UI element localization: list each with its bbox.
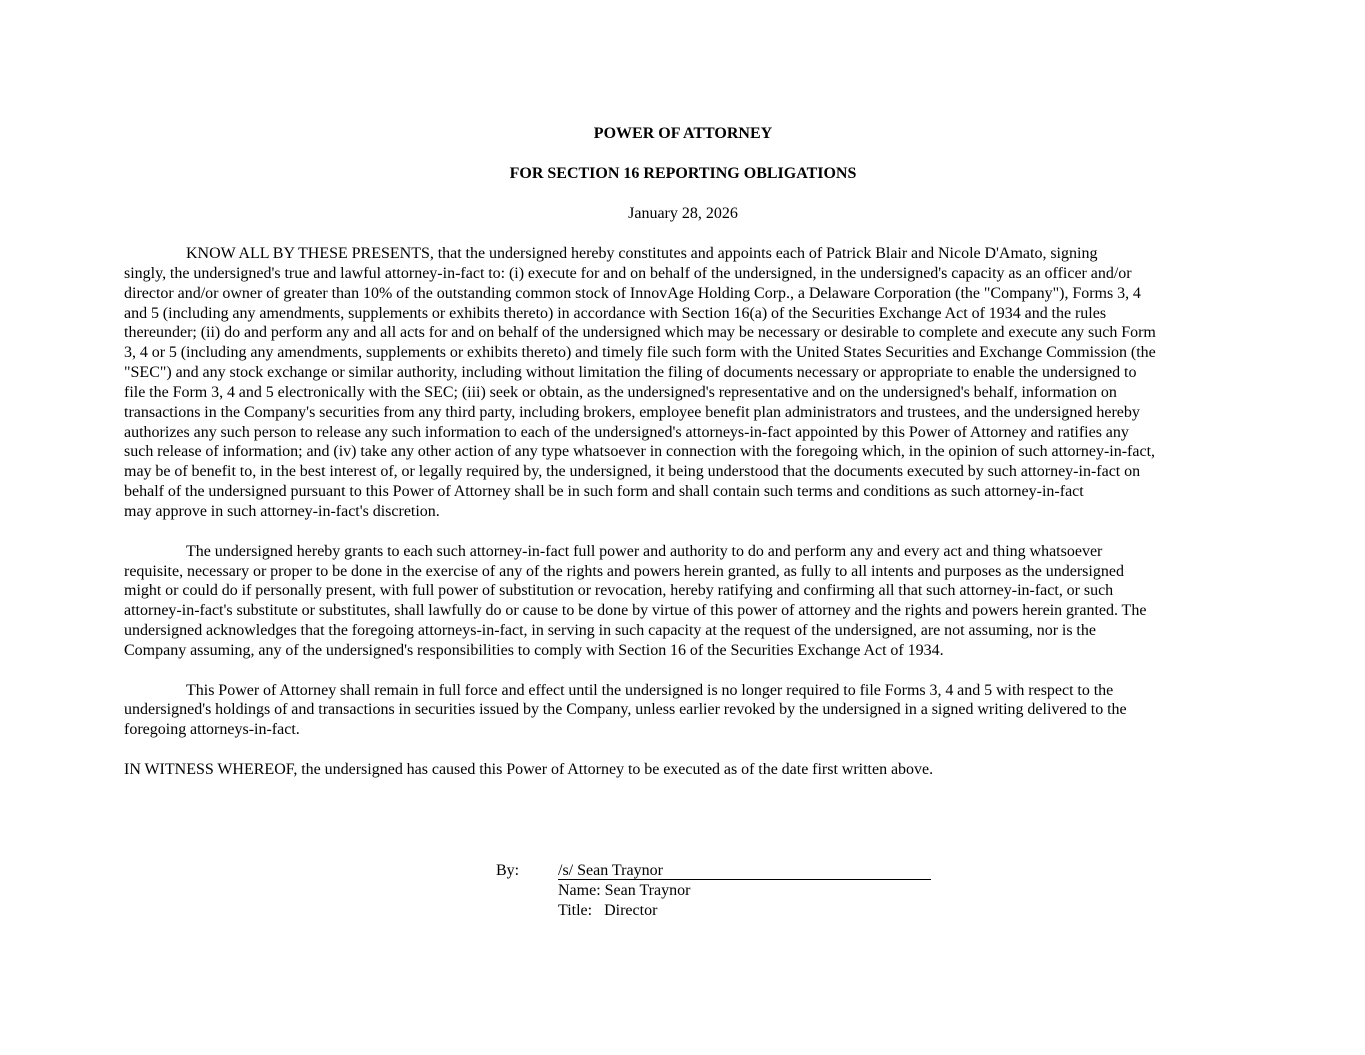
signature-line bbox=[558, 861, 931, 880]
name-label: Name: bbox=[558, 882, 601, 899]
paragraph-line: may approve in such attorney-in-fact's discretion. bbox=[124, 502, 440, 520]
paragraph-grant-of-authority bbox=[124, 542, 1242, 661]
paragraph-line: thereunder; (ii) do and perform any and all acts for and on behalf of the undersigned which may be necessary or desirable to complete and execute any such Form bbox=[124, 324, 1156, 342]
paragraph-line: singly, the undersigned's true and lawful attorney-in-fact to: (i) execute for and on behalf of the undersigned, in the undersigned's capacity as an officer and/or bbox=[124, 264, 1132, 282]
paragraph-line: foregoing attorneys-in-fact. bbox=[124, 721, 300, 739]
paragraph-line: such release of information; and (iv) take any other action of any type whatsoever in connection with the foregoing which, in the opinion of such attorney-in-fact, bbox=[124, 443, 1156, 461]
paragraph-line: director and/or owner of greater than 10% of the outstanding common stock of InnovAge Holding Corp., a Delaware Corporation (the "Company"), Forms 3, 4 bbox=[124, 284, 1141, 302]
paragraph-line: might or could do if personally present, with full power of substitution or revocation, hereby ratifying and confirming all that such attorney-in-fact, or such bbox=[124, 582, 1114, 600]
signature-value: /s/ Sean Traynor bbox=[558, 862, 663, 879]
paragraph-line: requisite, necessary or proper to be done in the exercise of any of the rights and powers herein granted, as fully to all intents and purposes as the undersigned bbox=[124, 562, 1124, 580]
paragraph-line: This Power of Attorney shall remain in full force and effect until the undersigned is no longer required to file Forms 3, 4 and 5 with respect to the bbox=[186, 681, 1114, 699]
paragraph-appointment bbox=[124, 244, 1242, 522]
title-row bbox=[496, 901, 936, 921]
paragraph-duration bbox=[124, 681, 1242, 741]
paragraph-witness bbox=[124, 760, 1242, 780]
paragraph-line: file the Form 3, 4 and 5 electronically with the SEC; (iii) seek or obtain, as the undersigned's representative and on the undersigned's behalf, information on bbox=[124, 383, 1117, 401]
title-label: Title: bbox=[558, 902, 593, 919]
paragraph-line: "SEC") and any stock exchange or similar authority, including without limitation the filing of documents necessary or appropriate to enable the undersigned to bbox=[124, 364, 1137, 382]
paragraph-line: KNOW ALL BY THESE PRESENTS, that the undersigned hereby constitutes and appoints each of Patrick Blair and Nicole D'Amato, signing bbox=[186, 245, 1098, 262]
document-date: January 28, 2026 bbox=[628, 205, 738, 222]
paragraph-line: behalf of the undersigned pursuant to this Power of Attorney shall be in such form and shall contain such terms and conditions as such attorney-in-fact bbox=[124, 483, 1084, 501]
name-row bbox=[496, 881, 936, 901]
paragraph-line: and 5 (including any amendments, supplements or exhibits thereto) in accordance with Section 16(a) of the Securities Exchange Act of 1934 and the rules bbox=[124, 304, 1107, 322]
paragraph-line: Company assuming, any of the undersigned's responsibilities to comply with Section 16 of the Securities Exchange Act of 1934. bbox=[124, 641, 944, 659]
paragraph-line: undersigned acknowledges that the foregoing attorneys-in-fact, in serving in such capacity at the request of the undersigned, are not assuming, nor is the bbox=[124, 622, 1096, 640]
signature-row bbox=[496, 861, 936, 881]
document-title: POWER OF ATTORNEY bbox=[593, 125, 773, 142]
signature-block bbox=[496, 861, 936, 921]
paragraph-line: 3, 4 or 5 (including any amendments, supplements or exhibits thereto) and timely file such form with the United States Securities and Exchange Commission (the bbox=[124, 344, 1156, 362]
paragraph-line: authorizes any such person to release any such information to each of the undersigned's attorneys-in-fact appointed by this Power of Attorney and ratifies any bbox=[124, 423, 1129, 441]
paragraph-line: attorney-in-fact's substitute or substitutes, shall lawfully do or cause to be done by virtue of this power of attorney and the rights and powers herein granted. The bbox=[124, 602, 1147, 620]
document-subtitle: FOR SECTION 16 REPORTING OBLIGATIONS bbox=[509, 165, 857, 182]
by-label: By: bbox=[496, 862, 520, 879]
paragraph-line: IN WITNESS WHEREOF, the undersigned has caused this Power of Attorney to be executed as of the date first written above. bbox=[124, 760, 934, 778]
document-body bbox=[124, 124, 1242, 800]
paragraph-line: undersigned's holdings of and transactions in securities issued by the Company, unless earlier revoked by the undersigned in a signed writing delivered to the bbox=[124, 701, 1127, 719]
name-value: Sean Traynor bbox=[604, 882, 691, 899]
paragraph-line: The undersigned hereby grants to each such attorney-in-fact full power and authority to do and perform any and every act and thing whatsoever bbox=[186, 542, 1103, 560]
title-value: Director bbox=[604, 902, 658, 919]
paragraph-line: may be of benefit to, in the best interest of, or legally required by, the undersigned, it being understood that the documents executed by such attorney-in-fact on bbox=[124, 463, 1141, 481]
paragraph-line: transactions in the Company's securities from any third party, including brokers, employee benefit plan administrators and trustees, and the undersigned hereby bbox=[124, 403, 1140, 421]
